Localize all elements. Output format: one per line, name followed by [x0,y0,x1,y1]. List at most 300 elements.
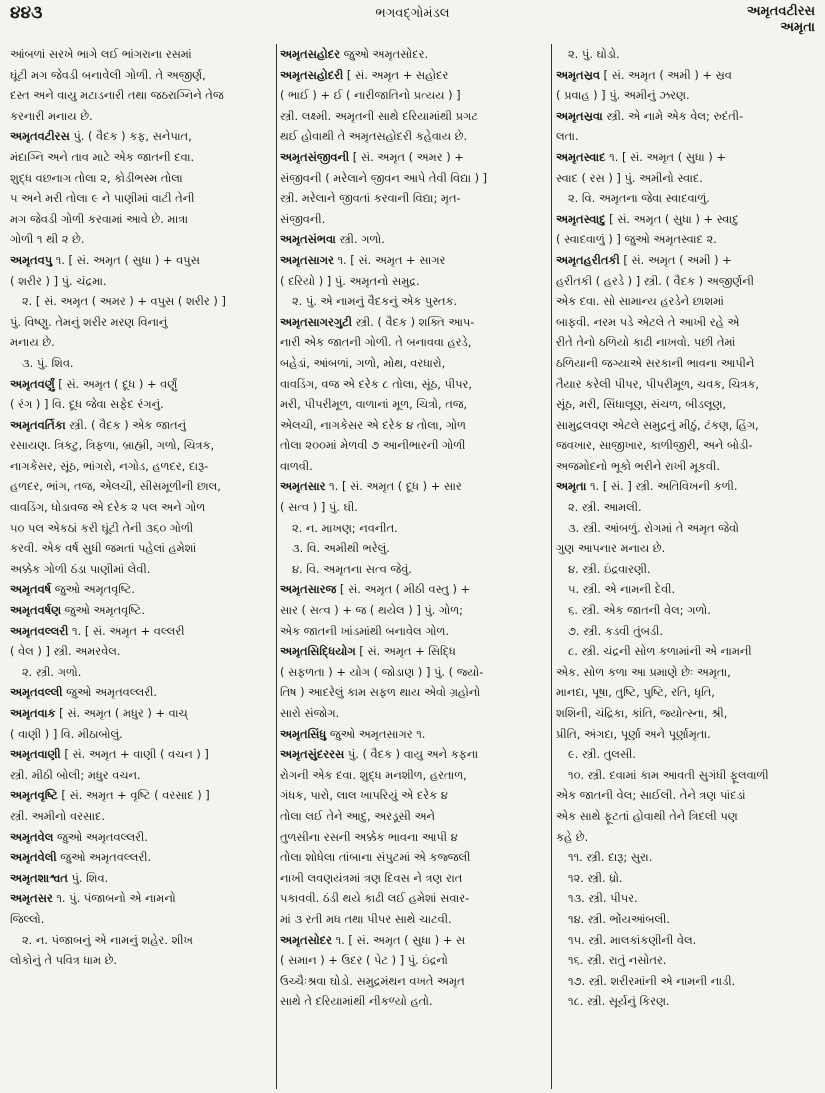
text-line [280,332,548,353]
definition-text: મનાય છે. [10,335,55,350]
headword: અમૃતવૃષ્ટિ [10,788,58,803]
text-line [280,682,548,703]
text-line [10,209,272,230]
definition-text: સ્ત્રી. અમીનો વરસાદ. [10,808,105,823]
text-line [556,600,820,621]
text-line [10,518,272,539]
text-line [10,765,272,786]
text-line [10,65,272,86]
text-line [556,950,820,971]
definition-text: ૫. સ્ત્રી. એ નામની દેવી. [568,582,676,597]
definition-text: પું. ( વૈદક ) કફ, સનેપાત, [69,129,192,144]
definition-text: તોલા ૨૦૦માં મેળવી ૭ આનીભારની ગોળી [280,438,466,453]
definition-text: અક્કેક ગોળી ઠંડા પાણીમાં લેવી. [10,561,151,576]
text-line [10,806,272,827]
text-line [556,291,820,312]
headword: અમૃતવર્તિકા [10,417,66,432]
definition-text: નાગકેસર, સૂંઠ, ભાંગરો, નગોડ, હળદર, દારૂ- [10,458,209,473]
text-line [280,85,548,106]
definition-text: સ્ત્રી. મરેલાને જીવતાં કરવાની વિદ્યા; મૃત- [280,191,461,206]
text-line [280,621,548,642]
definition-text: ૮. સ્ત્રી. ચંદ્રની સોળ કળામાંની એ નામની [568,644,752,659]
definition-text: રોગની એક દવા. શુદ્ધ મનશીળ, હરતાળ, [280,767,467,782]
text-line [10,476,272,497]
definition-text: હરીતકી ( હરડે ) ] સ્ત્રી. ( વૈદક ) અજીર્ણની [556,273,754,288]
definition-text: તૈયાર કરેલી પીપર, પીપરીમૂળ, ચવક, ચિત્રક, [556,376,759,391]
definition-text: ૫ અને મરી તોલા ૯ ને પાણીમાં વાટી તેની [10,191,195,206]
definition-text: શુદ્ધ વછનાગ તોલા ૨, કોડીભસ્મ તોલા [10,170,183,185]
definition-text: ૨. ન. માખણ; નવનીત. [292,520,398,535]
text-line [10,497,272,518]
entry-line [10,579,272,600]
text-line [280,909,548,930]
definition-text: વાળવી. [280,458,313,473]
definition-text: એક દવા. સો સામાન્ય હરડેને છાશમાં [556,294,724,309]
entry-line [10,827,272,848]
definition-text: ૩. વિ. અમીથી ભરેલું. [292,541,390,556]
text-line [556,579,820,600]
definition-text: ઉચ્ચૈઃશ્રવા ઘોડો. સમુદ્રમંથન વખતે અમૃત [280,973,465,988]
definition-text: સ્ત્રી. એ નામે એક વેલ; રુદંતી- [602,108,744,123]
definition-text: સ્ત્રી. ગળો. [335,232,385,247]
entry-line [280,744,548,765]
text-line [280,415,548,436]
definition-text: જુઓ અમૃતવલ્લરી. [56,850,152,865]
definition-text: એક સાથે ફૂટતાં હોવાથી તેને ત્રિદલી પણ [556,808,738,823]
definition-text: ૩. પું. શિવ. [22,355,74,370]
definition-text: ( પ્રવાહ ) ] પું. અમીનું ઝરણ. [556,88,690,103]
headword: અમૃતસાર [280,479,326,494]
entry-line [280,724,548,745]
definition-text: આંબળાં સરખે ભાગે લઈ ભાંગરાના રસમાં [10,47,192,61]
guide-word-last: અમૃતા [780,20,815,35]
text-line [556,662,820,683]
entry-line [10,868,272,889]
definition-text: ( સફળતા ) + યોગ ( જોડાણ ) ] પું. ( જ્યો- [280,664,484,679]
definition-text: સાથે તે દરિયામાંથી નીકળ્યો હતો. [280,994,433,1009]
text-line [556,394,820,415]
entry-line [10,703,272,724]
definition-text: વાવડિંગ, વજ એ દરેક ૮ તોલા, સૂંઠ, પીપર, [280,376,472,391]
definition-text: ૪. સ્ત્રી. ઇંદ્રવારણી. [568,561,651,576]
text-line [10,930,272,951]
headword: અમૃતવલ્લી [10,685,63,700]
text-line [280,394,548,415]
definition-text: ( સત્વ ) ] પું. ઘી. [280,500,358,515]
text-line [280,271,548,292]
entry-line [10,415,272,436]
definition-text: જિલ્લો. [10,911,45,926]
definition-text: ૧૮. સ્ત્રી. સૂર્યનું કિરણ. [568,994,670,1009]
text-line [280,538,548,559]
text-line [10,456,272,477]
text-line [280,435,548,456]
definition-text: વાવડિંગ, ધોડાવજ એ દરેક ૨ પલ અને ગોળ [10,500,206,515]
definition-text: ૧૨. સ્ત્રી. ધ્રો. [568,870,623,885]
headword: અમૃતવપુ [10,252,53,267]
text-line [280,168,548,189]
definition-text: ( ભાઈ ) + ઈ ( નારીજાતિનો પ્રત્યય ) ] [280,88,461,103]
text-line [10,332,272,353]
definition-text: એક જાતની વેલ; સાઈલી. તેને ત્રણ પાંદડાં [556,788,746,803]
entry-line [10,744,272,765]
entry-line [280,147,548,168]
definition-text: ૧. [ સં. અમૃત ( સુધા ) + સ [331,932,466,947]
entry-line [280,579,548,600]
definition-text: સામુદ્રલવણ એટલે સમુદ્રનું મીઠું, ટંકણ, હિંગ, [556,417,759,432]
text-line [556,765,820,786]
entry-line [10,126,272,147]
text-line [556,44,820,65]
text-line [280,785,548,806]
headword: અમૃતસારજ [280,582,337,597]
text-line [280,188,548,209]
text-line [556,85,820,106]
headword: અમૃતહરીતકી [556,252,620,267]
text-line [556,435,820,456]
text-line [280,126,548,147]
headword: અમૃતસાગર [280,252,334,267]
definition-text: માનદા, પૂષા, તુષ્ટિ, પુષ્ટિ, રતિ, ધૃતિ, [556,685,715,700]
definition-text: ૧. [ સં. અમૃત ( સુધા ) + [605,149,726,164]
headword: અમૃતસોદર [280,932,332,947]
text-line [556,415,820,436]
definition-text: થઈ હોવાથી તે અમૃતસહોદરી કહેવાય છે. [280,129,468,144]
entry-line [10,621,272,642]
text-line [280,497,548,518]
text-line [10,950,272,971]
entry-line [556,106,820,127]
text-line [280,600,548,621]
entry-line [10,847,272,868]
definition-text: ૨. સ્ત્રી. ગળો. [22,664,82,679]
definition-text: [ સં. અમૃત ( અમી ) + સ્રવ [599,67,732,82]
headword: અમૃતવટીરસ [10,129,70,144]
definition-text: નારી એક જાતની ગોળી. તે બનાવવા હરડે, [280,335,472,350]
definition-text: તિષ ) આદરેલું કામ સફળ થાય એવો ગ્રહોનો [280,685,481,700]
definition-text: [ સં. અમૃત ( મીઠી વસ્તુ ) + [336,582,471,597]
definition-text: [ સં. અમૃત ( દૂધ ) + વર્ણું [54,376,178,391]
page-title: ભગવદ્ગોમંડલ [375,6,450,21]
entry-line [10,888,272,909]
entry-line [556,147,820,168]
definition-text: સ્ત્રી. ( વૈદક ) શક્તિ આપ- [352,314,475,329]
text-line [556,518,820,539]
headword: અમૃતસહોદરી [280,67,344,82]
definition-text: મંદાગ્નિ અને તાવ માટે એક જાતની દવા. [10,149,195,164]
entry-line [280,229,548,250]
text-line [10,168,272,189]
definition-text: તોલા લઈ તેને આદુ, અરડૂસી અને [280,808,435,823]
definition-text: શશિની, ચંદ્રિકા, કાંતિ, જ્યોત્સ્ના, શ્રી, [556,706,728,720]
text-line [10,394,272,415]
entry-line [280,312,548,333]
definition-text: ૬. સ્ત્રી. એક જાતની વેલ; ગળો. [568,603,711,618]
definition-text: ૧. [ સં. અમૃત ( દૂધ ) + સાર [325,479,462,494]
definition-text: પું. ( વૈદક ) વાયુ અને કફના [344,747,479,762]
definition-text: લતા. [556,129,579,144]
text-line [556,888,820,909]
text-line [280,971,548,992]
text-line [280,868,548,889]
text-line [556,188,820,209]
entry-line [280,930,548,951]
definition-text: બાફવી. નરમ પડે એટલે તે આખી રહે એ [556,314,740,329]
headword: અમૃતવર્ણું [10,376,55,391]
text-line [10,724,272,745]
text-line [556,538,820,559]
entry-line [556,209,820,230]
text-line [556,909,820,930]
headword: અમૃતસંભવા [280,232,336,247]
definition-text: રીતે તેનો ઠળિયો કાઢી નાખવો. પછી તેમાં [556,335,736,350]
entry-line [10,374,272,395]
definition-text: ( દરિયો ) ] પું. અમૃતનો સમુદ્ર. [280,273,420,288]
headword: અમૃતસંજીવની [280,149,350,164]
text-line [556,641,820,662]
definition-text: ૧. [ સં. અમૃત + વલ્લરી [68,623,185,638]
definition-text: [ સં. અમૃત + સિદ્ધિ [355,644,456,659]
text-line [556,930,820,951]
guide-words [747,4,815,36]
text-line [556,806,820,827]
headword: અમૃતવેલી [10,850,57,865]
definition-text: ગુણ આપનાર મનાય છે. [556,541,666,556]
definition-text: ગોળી ૧ થી ૨ છે. [10,232,85,247]
text-line [280,827,548,848]
text-line [280,518,548,539]
headword: અમૃતસર [10,891,53,906]
definition-text: જુઓ અમૃતવલ્લરી. [62,685,158,700]
headword: અમૃતસિંધુ [280,726,327,741]
text-line [280,374,548,395]
definition-text: ૧. [ સં. અમૃત + સાગર [333,252,446,267]
definition-text: સ્ત્રી. મીઠી બોલી; મધુર વચન. [10,767,141,782]
text-line [10,291,272,312]
definition-text: ( શરીર ) ] પું. ચંદ્રમા. [10,273,107,288]
headword: અમૃતશાશ્વત [10,870,68,885]
definition-text: તોલા શોધેલા તાંબાના સંપુટમાં એ કજ્જલી [280,850,471,865]
entry-line [280,250,548,271]
headword: અમૃતસ્રવા [556,108,603,123]
text-line [556,971,820,992]
text-line [280,456,548,477]
text-line [556,847,820,868]
definition-text: ( સમાન ) + ઉદર ( પેટ ) ] પું. ઇંદ્રનો [280,953,448,968]
entry-line [10,682,272,703]
definition-text: જુઓ અમૃતવૃષ્ટિ. [51,582,135,597]
headword: અમૃતવર્ષ [10,582,52,597]
text-line [280,662,548,683]
text-line [280,559,548,580]
definition-text: એક. સોળ કળા આ પ્રમાણે છેઃ અમૃતા, [556,664,731,679]
column-3 [556,44,820,1089]
headword: અમૃતસુંદરરસ [280,747,345,762]
text-line [556,682,820,703]
definition-text: ૨. પું. એ નામનું વૈદકનું એક પુસ્તક. [292,294,458,309]
definition-text: ( સ્વાદવાળું ) ] જુઓ અમૃતસ્વાદ ૨. [556,232,717,247]
text-line [10,147,272,168]
text-line [556,785,820,806]
definition-text: ૨. વિ. અમૃતના જેવા સ્વાદવાળું. [568,191,710,206]
definition-text: ૧૪. સ્ત્રી. ભોંયઆંબલી. [568,911,671,926]
text-line [10,85,272,106]
text-line [280,353,548,374]
text-line [10,435,272,456]
headword: અમૃતવાણી [10,747,61,762]
headword: અમૃતવર્ષણ [10,603,62,618]
column-1 [10,44,272,1089]
text-line [556,868,820,889]
definition-text: [ સં. અમૃત ( સુધા ) + સ્વાદુ [605,211,739,226]
text-line [556,353,820,374]
text-line [10,229,272,250]
text-line [280,291,548,312]
text-line [556,271,820,292]
text-line [556,168,820,189]
definition-text: [ સં. અમૃત + વૃષ્ટિ ( વરસાદ ) ] [57,788,210,803]
text-line [280,847,548,868]
entry-line [556,476,820,497]
text-line [556,724,820,745]
entry-line [280,476,548,497]
definition-text: ૪. વિ. અમૃતના સત્વ જેવું. [292,561,412,576]
headword: અમૃતસહોદર [280,47,341,61]
definition-text: ઘૂંટી મગ જેવડી બનાવેલી ગોળી. તે અજીર્ણ, [10,67,206,82]
definition-text: ૧૫. સ્ત્રી. માલકાંકણીની વેલ. [568,932,697,947]
definition-text: સંજીવની. [280,211,326,226]
headword: અમૃતસ્વાદુ [556,211,606,226]
text-line [556,703,820,724]
text-line [556,621,820,642]
text-line [10,188,272,209]
definition-text: ૩. સ્ત્રી. આંબળું. રોગમાં તે અમૃત જેવો [568,520,739,535]
headword: અમૃતવલ્લરી [10,623,69,638]
definition-text: ૧. પું. પંજાબનો એ નામનો [52,891,176,906]
definition-text: નાખી લવણયંત્રમાં ત્રણ દિવસ ને ત્રણ રાત [280,870,463,885]
definition-text: એક જાતની ખાંડમાંથી બનાવેલ ગોળ. [280,623,449,638]
definition-text: પું. શિવ. [67,870,109,885]
text-line [280,209,548,230]
text-line [280,806,548,827]
headword: અમૃતસિદ્ધિયોગ [280,644,356,659]
definition-text: કહે છે. [556,829,589,844]
definition-text: સ્વાદ ( રસ ) ] પું. અમીનો સ્વાદ. [556,170,703,185]
definition-text: પકાવવી. ઠંડી થયે કાઢી લઈ હમેશાં સવાર- [280,891,470,906]
text-line [10,44,272,65]
definition-text: રસાયણ. ત્રિકટુ, ત્રિફળા, બ્રાહ્મી, ગળો, ચિત્રક, [10,438,215,453]
definition-text: મરી, પીપરીમૂળ, વાળાનાં મૂળ, ચિત્રો, તજ, [280,397,468,412]
text-line [556,126,820,147]
definition-text: ૧. [ સં. અમૃત ( સુધા ) + વપુસ [52,252,200,267]
headword: અમૃતવેલ [10,829,54,844]
text-line [556,229,820,250]
definition-text: ૨. પું. ઘોડો. [568,47,620,61]
text-line [556,332,820,353]
definition-text: ગંધક, પારો, લાલ ખાપરિયું એ દરેક ૪ [280,788,448,803]
definition-text: પું. વિષ્ણુ. તેમનું શરીર મરણ વિનાનું [10,314,168,329]
text-line [10,312,272,333]
definition-text: [ સં. અમૃત ( મધુર ) + વાચ્ [55,706,188,720]
entry-line [280,44,548,65]
definition-text: [ સં. અમૃત ( અમી ) + [619,252,732,267]
definition-text: ૧૭. સ્ત્રી. શરીરમાંની એ નામની નાડી. [568,973,736,988]
text-line [10,909,272,930]
headword: અમૃતા [556,479,587,494]
definition-text: ૧૧. સ્ત્રી. દારૂ; સુરા. [568,850,653,865]
text-line [10,641,272,662]
entry-line [280,65,548,86]
guide-word-first: અમૃતવટીરસ [746,4,815,19]
definition-text: બહેડાં, આંબળાં, ગળો, મોથ, વરધારો, [280,355,446,370]
text-line [10,271,272,292]
definition-text: સારો સંજોગ. [280,706,340,720]
definition-text: દસ્ત અને વાયુ મટાડનારી તથા જઠરાગ્નિને તેજ [10,88,224,103]
definition-text: ૧૩. સ્ત્રી. પીપર. [568,891,638,906]
text-line [556,497,820,518]
text-line [556,559,820,580]
definition-text: ૨. સ્ત્રી. આમલી. [568,500,642,515]
definition-text: ૧૦. સ્ત્રી. દવામાં કામ આવતી સુગંધી ફૂલવાળી [568,767,769,782]
definition-text: ( વેલ ) ] સ્ત્રી. અમરવેલ. [10,644,121,659]
text-line [556,456,820,477]
entry-line [556,65,820,86]
definition-text: એલચી, નાગકેસર એ દરેક ૪ તોલા, ગોળ [280,417,466,432]
definition-text: ( વાણી ) ] વિ. મીઠાબોલું. [10,726,123,741]
dictionary-body [10,44,820,1089]
text-line [10,662,272,683]
entry-line [280,641,548,662]
definition-text: જુઓ અમૃતવલ્લરી. [53,829,148,844]
definition-text: અજમોદનો ભૂકો ભરીને રાખી મૂકવી. [556,458,720,473]
text-line [280,765,548,786]
definition-text: કરવી. એક વર્ષ સુધી જમતાં પહેલાં હમેશાં [10,541,197,556]
headword: અમૃતસાગરગુટી [280,314,353,329]
text-line [280,950,548,971]
definition-text: ૨. [ સં. અમૃત ( અમર ) + વપુસ ( શરીર ) ] [22,294,226,309]
text-line [280,888,548,909]
definition-text: હળદર, ભાંગ, તજ, એલચી, સીસમૂળીની છાલ, [10,479,221,494]
text-line [280,106,548,127]
definition-text: માં ૩ રતી મધ તથા પીપર સાથે ચાટવી. [280,911,452,926]
entry-line [10,250,272,271]
definition-text: ૭. સ્ત્રી. કડવી તુંબડી. [568,623,663,638]
headword: અમૃતવાક [10,706,56,720]
text-line [10,538,272,559]
definition-text: પ્રીતિ, અંગદા, પૂર્ણા અને પૂર્ણામૃતા. [556,726,711,741]
headword: અમૃતસ્રવ [556,67,600,82]
entry-line [10,600,272,621]
definition-text: સ્ત્રી. લક્ષ્મી. અમૃતની સાથે દરિયામાંથી પ્રગટ [280,108,478,123]
definition-text: લોકોનું તે પવિત્ર ધામ છે. [10,953,118,968]
definition-text: જુઓ અમૃતસોદર. [340,47,429,61]
definition-text: ૨. ન. પંજાબનું એ નામનું શહેર. શીખ [22,932,193,947]
definition-text: ૫૦ પલ એકઠાં કરી ઘૂંટી તેની ૩૬૦ ગોળી [10,520,194,535]
definition-text: મગ જેવડી ગોળી કરવામાં આવે છે. માત્રા [10,211,189,226]
entry-line [10,785,272,806]
text-line [280,703,548,724]
entry-line [556,250,820,271]
text-line [556,312,820,333]
definition-text: સંજીવની ( મરેલાને જીવન આપે તેવી વિદ્યા ) ] [280,170,488,185]
definition-text: ૧. [ સં. ] સ્ત્રી. અતિવિખની કળી. [586,479,738,494]
definition-text: ૯. સ્ત્રી. તુલસી. [568,747,636,762]
text-line [10,353,272,374]
definition-text: સાર ( સત્વ ) + જ ( થયેલ ) ] પું. ગોળ; [280,603,463,618]
definition-text: ( રંગ ) ] વિ. દૂધ જેવા સફેદ રંગનું. [10,397,164,412]
definition-text: સ્ત્રી. ( વૈદક ) એક જાતનું [65,417,187,432]
definition-text: તુળસીના રસની અક્કેક ભાવના આપી ૪ [280,829,458,844]
